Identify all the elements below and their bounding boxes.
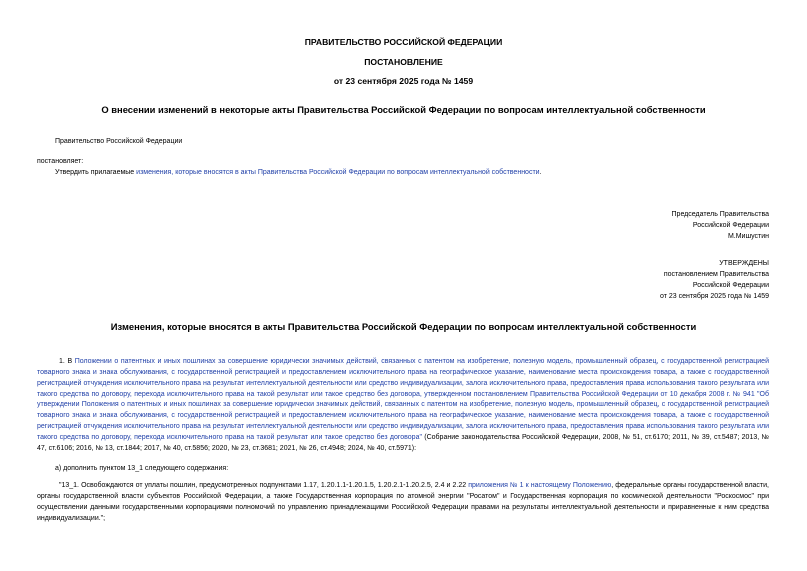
approval-line-4: от 23 сентября 2025 года № 1459 [659,293,769,300]
decrees-line: постановляет: [37,158,84,165]
document-title: О внесении изменений в некоторые акты Правительства Российской Федерации по вопросам интеллектуальной собственности [101,104,706,115]
approval-line-3: Российской Федерации [692,282,769,289]
authority-line: Правительство Российской Федерации [55,138,183,145]
approve-link[interactable]: изменения, которые вносятся в акты Правительства Российской Федерации по вопросам интеллектуальной собственности [136,169,540,176]
item-1-suffix: (Собрание законодательства Российской Федерации, 2008, № 51, ст.6170; 2011, № 39, ст.5487; 2013, № 47, ст.6106; 2016, № 13, ст.1844; 2017, № 40, ст.5856; 2020, № 23, ст.3681; 2021, № 26, ст.4948; 2024, № 40, ст.5971): [37,433,769,452]
item-1-link[interactable]: Положении о патентных и иных пошлинах за совершение юридически значимых действий, связанных с патентом на изобретение, полезную модель, промышленный образец, с государственной регистрацией товарного знака и знака обслуживания, с государственной регистрацией и предоставлением исключительного права на географическое указание, наименование места происхождения товара, а также с государственной регистрацией отчуждения исключительного права на результат интеллектуальной деятельности или средство индивидуализации, залога исключительного права, предоставления права использования такого результата или такого средства по договору, перехода исключительного права на такой результат или такое средство без договора, утвержденном постановлением Правительства Российской Федерации от 10 декабря 2008 г. № 941 "Об утверждении Положения о патентных и иных пошлинах за совершение юридически значимых действий, связанных с патентом на изобретение, полезную модель, промышленный образец, с государственной регистрацией товарного знака и знака обслуживания, с государственной регистрацией и предоставлением исключительного права на географическое указание, наименование места происхождения товара, а также с государственной регистрацией отчуждения исключительного права на результат интеллектуальной деятельности или средство индивидуализации, залога исключительного права, предоставления права использования такого результата или такого средства по договору, перехода исключительного права на такой результат или такое средство без договора" [37,358,769,441]
signature-name: М.Мишустин [727,233,769,240]
approval-line-2: постановлением Правительства [663,271,769,278]
signature-block [672,209,769,242]
item-1-prefix: 1. В [59,358,75,365]
government-heading: ПРАВИТЕЛЬСТВО РОССИЙСКОЙ ФЕДЕРАЦИИ [304,37,503,47]
approve-suffix: . [539,169,542,176]
document-type: ПОСТАНОВЛЕНИЕ [364,57,443,67]
approve-prefix: Утвердить прилагаемые [55,169,137,176]
subitem-a: а) дополнить пунктом 13_1 следующего содержания: [55,465,229,472]
approval-stamp [660,258,769,302]
document-date-number: от 23 сентября 2025 года № 1459 [333,76,474,86]
item-1-paragraph [37,357,769,455]
quote-paragraph [37,481,769,524]
signature-position: Председатель Правительства [671,211,769,218]
quote-prefix: "13_1. Освобождаются от уплаты пошлин, предусмотренных подпунктами 1.17, 1.20.1.1-1.20.1.5, 1.20.2.1-1.20.2.5, 2.4 и 2.22 [59,482,469,489]
changes-title: Изменения, которые вносятся в акты Правительства Российской Федерации по вопросам интеллектуальной собственности [110,321,697,332]
quote-suffix: , федеральные органы государственной власти, органы государственной власти субъектов Российской Федерации, а также Государственная корпорация по атомной энергии "Росатом" и Государственная корпорация по космической деятельности "Роскосмос" при осуществлении данными государственными корпорациями полномочий по управлению принадлежащими Российской Федерации правами на результаты интеллектуальной деятельности и приравненные к ним средства индивидуализации."; [37,482,769,522]
signature-country: Российской Федерации [692,222,769,229]
approval-heading: УТВЕРЖДЕНЫ [719,260,769,267]
quote-link[interactable]: приложения № 1 к настоящему Положению [468,482,612,489]
approve-line [55,167,542,178]
